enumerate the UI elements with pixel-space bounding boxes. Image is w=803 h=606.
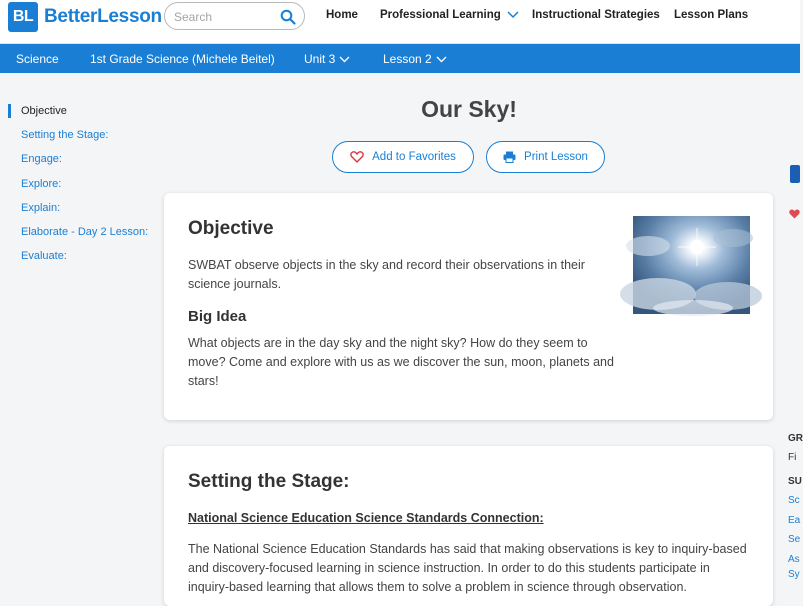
outline-item-setting-the-stage[interactable]: Setting the Stage: [21,129,109,142]
nav-lesson-plans-label: Lesson Plans [674,9,749,21]
page-title: Our Sky! [421,96,517,122]
outline-item-explore[interactable]: Explore: [21,177,62,190]
sidebar-se-link[interactable]: Se [788,534,801,545]
logo-text: BetterLesson [44,6,162,27]
objective-heading: Objective [188,218,274,239]
facebook-icon[interactable] [790,165,800,183]
sky-image [633,216,750,314]
sidebar-fi-label: Fi [788,452,797,463]
chevron-down-icon [339,56,350,63]
search-input[interactable] [174,8,274,25]
stage-text-line-3: inquiry-based learning that allows them to solve a problem in science through observation. [188,580,687,594]
big-idea-heading: Big Idea [188,308,247,325]
stage-text-line-1: The National Science Education Standards has said that making observations is key to inquiry-based [188,542,747,556]
search-icon[interactable] [280,9,296,25]
big-idea-text-line-3: stars! [188,374,219,388]
nav-professional-learning-label: Professional Learning [380,9,501,21]
sidebar-as-link[interactable]: As [788,554,800,565]
outline-item-engage[interactable]: Engage: [21,153,62,166]
objective-text-line-2: science journals. [188,277,282,291]
outline-item-explain[interactable]: Explain: [21,201,61,214]
sidebar-su-label: SU [788,476,802,487]
printer-icon [503,151,516,163]
breadcrumb-lesson[interactable] [383,52,447,66]
breadcrumb-lesson-label: Lesson 2 [383,52,432,66]
add-to-favorites-button[interactable] [332,141,474,173]
heart-icon [350,151,364,163]
sidebar-gr-label: GR [788,433,803,444]
nav-lesson-plans[interactable] [674,9,748,21]
sidebar-sc-link[interactable]: Sc [788,495,800,506]
print-lesson-label: Print Lesson [524,151,588,163]
print-lesson-button[interactable] [486,141,605,173]
nav-instructional-strategies[interactable] [532,9,660,21]
lesson-outline [8,103,158,272]
big-idea-text-line-2: move? Come and explore with us as we discover the sun, moon, planets and [188,355,614,369]
setting-the-stage-card [164,446,773,606]
big-idea-text-line-1: What objects are in the day sky and the night sky? How do they seem to [188,336,588,350]
heart-icon[interactable] [789,209,800,219]
sidebar-ea-link[interactable]: Ea [788,515,801,526]
nav-professional-learning[interactable] [380,9,519,21]
sidebar-sy-link[interactable]: Sy [788,569,800,580]
right-sidebar [786,0,803,588]
nav-home-label: Home [326,9,358,21]
sun-clouds-illustration [633,216,750,314]
logo-mark: BL [8,2,38,32]
breadcrumb [0,44,800,73]
objective-text-line-1: SWBAT observe objects in the sky and record their observations in their [188,258,585,272]
chevron-down-icon [436,56,447,63]
standards-connection-link[interactable]: National Science Education Science Standards Connection: [188,511,544,525]
breadcrumb-subject[interactable]: Science [16,52,59,66]
objective-card [164,193,773,420]
breadcrumb-course[interactable]: 1st Grade Science (Michele Beitel) [90,52,275,66]
top-header [0,0,800,44]
stage-text-line-2: and discovery-focused learning in science instruction. In order to do this students participate in [188,561,710,575]
betterlesson-logo[interactable] [8,2,162,32]
nav-home[interactable] [326,9,358,21]
setting-the-stage-heading: Setting the Stage: [188,471,350,492]
nav-instructional-strategies-label: Instructional Strategies [532,9,660,21]
breadcrumb-unit-label: Unit 3 [304,52,336,66]
breadcrumb-unit[interactable] [304,52,350,66]
outline-item-elaborate[interactable]: Elaborate - Day 2 Lesson: [21,225,149,238]
search-box [164,2,305,30]
add-to-favorites-label: Add to Favorites [372,151,456,163]
outline-item-objective[interactable]: Objective [8,103,158,127]
outline-item-evaluate[interactable]: Evaluate: [21,250,67,263]
chevron-down-icon [507,11,519,19]
